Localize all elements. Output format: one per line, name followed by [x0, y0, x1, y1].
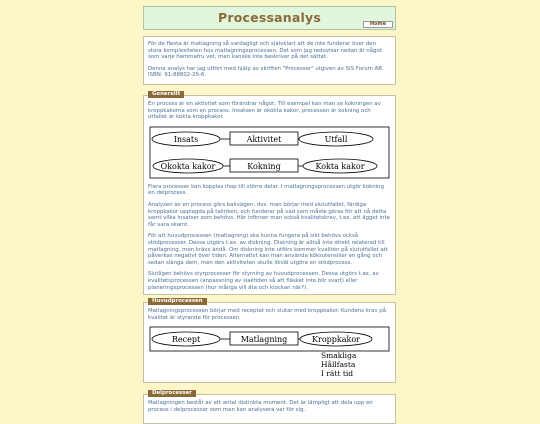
page-title: Processanalys: [218, 10, 321, 25]
generellt-paragraph-1: En process är en aktivitet som förändrar något. Till exempel kan man se kokningen av kroppkakorna som en process. Insatsen är okokta kakor, processen är kokning och utfallet är kokta kroppkakor.: [148, 101, 381, 121]
section-label-huvudprocessen: Huvudprocessen: [148, 298, 207, 305]
delprocesser-box: [143, 394, 396, 424]
okokta-label: Okokta kakor: [160, 161, 216, 171]
kroppkakor-label: Kroppkakor: [312, 335, 360, 345]
generellt-box: [143, 95, 396, 295]
requirement-hallfasta: Hållfasta: [321, 360, 356, 370]
main-process-diagram: [148, 326, 391, 378]
generellt-paragraph-4: För att huvudprocessen (matlagning) ska kunna fungera på sikt behövs också stödprocesser. Dessa utgörs t.ex. av diskning. Diskning är alltså inte direkt relaterad till matlagning, men krävs ändå. Om diskning inte utförs kommer kvalitén på slututfallet att påverkas negativt över tiden. Alternativt kan man använda köksutensilier en gång och sedan slänga dem, men den aktiviteten skulle likväl utgöra en stödprocess.: [148, 233, 388, 266]
generellt-paragraph-5: Slutligen behövs styrprocesser för styrning av huvudprocessen. Dessa utgörs t.ex. av kvalitetsprocessen (anpassning av slaktiden så att fläsket inte blir svart) eller planeringsprocessen (hur många vill äta och klockan när?).: [148, 271, 379, 291]
section-label-delprocesser: Delprocesser: [148, 390, 196, 397]
intro-paragraph-1: För de flesta är matlagning så vardagligt och självklart att de inte funderar över den stora komplexiteten hos matlagningsprocessen. Det som jag redovisar nedan är något som varje hemmafru vet, men kanske inte beskriver på det sättet.: [148, 41, 382, 61]
section-label-generellt: Generellt: [148, 91, 184, 98]
home-button[interactable]: Home: [363, 21, 393, 28]
page-header: [143, 6, 396, 30]
kokta-label: Kokta kakor: [315, 161, 365, 171]
recept-label: Recept: [171, 335, 201, 345]
matlagning-label: Matlagning: [240, 335, 288, 345]
delprocesser-paragraph-1: Matlagningen består av ett antal distinkta moment. Det är lämpligt att dela upp en process i delprocesser som man kan analysera var för sig.: [148, 400, 373, 413]
intro-paragraph-2: Denna analys har jag utfört med hjälp av skriften "Processer" utgiven av SIS Forum AB. ISBN: 91-88802-25-6.: [148, 65, 384, 79]
insats-label: Insats: [173, 134, 199, 144]
utfall-label: Utfall: [324, 134, 348, 144]
kokning-label: Kokning: [247, 161, 281, 171]
generellt-paragraph-3: Analysen av en process görs bakvägen, dvs. man börjar med slututfallet, färdiga kroppkakor upplagda på tallriken, och funderar på vad som måste göras för att nå detta samt vilka insatser som behövs. Här infinner man också kvalitetskrav, t.ex. att ägget inte får vara skamt.: [148, 201, 390, 228]
aktivitet-label: Aktivitet: [246, 134, 282, 144]
huvudprocessen-paragraph-1: Matlagningsprocessen börjar med receptet och slutar med kroppkakor. Kundens krav på kvalitet är styrande för processen.: [148, 308, 387, 321]
requirement-smakliga: Smakliga: [321, 351, 357, 361]
requirement-i-ratt-tid: I rätt tid: [321, 369, 354, 379]
intro-box: [143, 36, 396, 85]
generellt-paragraph-2: Flera processer kan kopplas ihop till större delar. I matlagningsprocessen utgör kokning en delprocess.: [148, 183, 384, 197]
huvudprocessen-box: [143, 302, 396, 383]
process-diagram: [148, 126, 391, 179]
